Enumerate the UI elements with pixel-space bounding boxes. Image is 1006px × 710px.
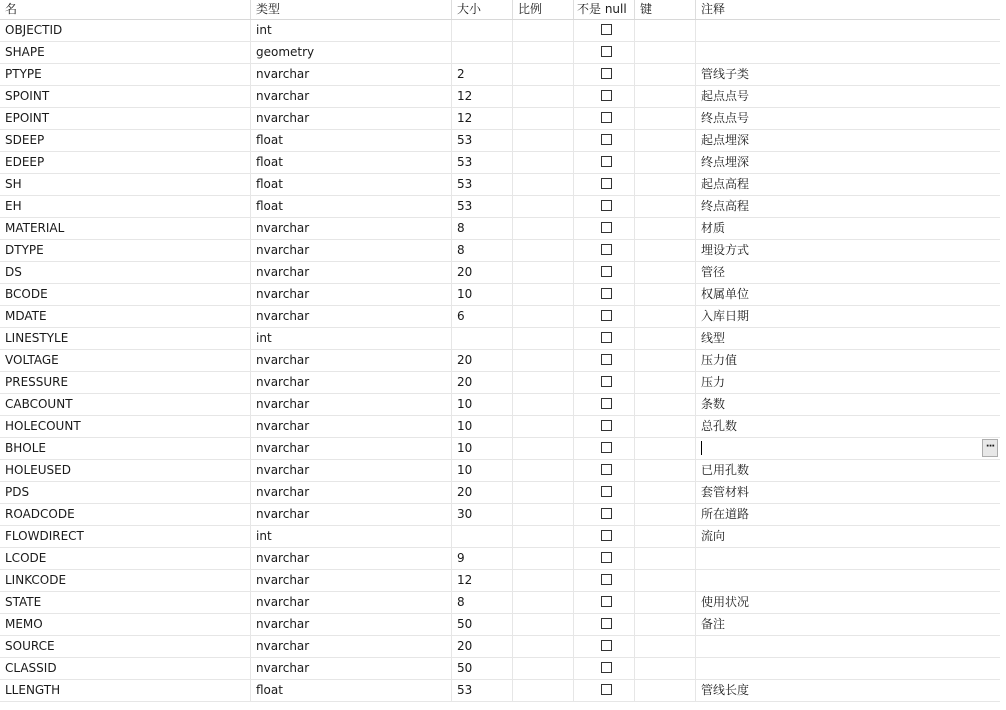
field-type-cell[interactable]: nvarchar: [251, 262, 452, 283]
field-name-cell[interactable]: PDS: [0, 482, 251, 503]
not-null-cell: [574, 438, 635, 459]
field-name-cell[interactable]: SHAPE: [0, 42, 251, 63]
not-null-cell: [574, 482, 635, 503]
not-null-cell: [574, 680, 635, 701]
comment-cell[interactable]: [696, 548, 1000, 569]
comment-cell[interactable]: 起点埋深: [701, 133, 750, 147]
field-size-cell[interactable]: 8: [452, 218, 513, 239]
not-null-checkbox[interactable]: [601, 134, 612, 145]
table-row[interactable]: [0, 416, 1000, 438]
field-size-cell[interactable]: 53: [452, 174, 513, 195]
field-scale-cell[interactable]: [513, 20, 574, 41]
field-size-cell[interactable]: 8: [452, 592, 513, 613]
field-scale-cell[interactable]: [513, 262, 574, 283]
table-row[interactable]: [0, 42, 1000, 64]
comment-cell[interactable]: [696, 20, 1000, 41]
field-size-cell[interactable]: 20: [452, 262, 513, 283]
field-scale-cell[interactable]: [513, 284, 574, 305]
not-null-cell: [574, 86, 635, 107]
not-null-cell: [574, 218, 635, 239]
not-null-checkbox[interactable]: [601, 354, 612, 365]
field-type-cell[interactable]: nvarchar: [251, 438, 452, 459]
field-size-cell[interactable]: 6: [452, 306, 513, 327]
field-size-cell[interactable]: 50: [452, 658, 513, 679]
key-cell[interactable]: [635, 20, 696, 41]
not-null-cell: [574, 394, 635, 415]
key-cell[interactable]: [635, 592, 696, 613]
table-row[interactable]: [0, 438, 1000, 460]
field-size-cell[interactable]: 8: [452, 240, 513, 261]
field-scale-cell[interactable]: [513, 306, 574, 327]
field-scale-cell[interactable]: [513, 394, 574, 415]
field-name-cell[interactable]: HOLECOUNT: [0, 416, 251, 437]
grid-header-row: [0, 0, 1000, 20]
table-row[interactable]: [0, 218, 1000, 240]
not-null-checkbox[interactable]: [601, 508, 612, 519]
field-size-cell[interactable]: 20: [452, 372, 513, 393]
comment-cell[interactable]: 备注: [701, 617, 726, 631]
column-header-not-null[interactable]: 不是 null: [574, 0, 635, 19]
column-header-size[interactable]: 大小: [452, 0, 513, 19]
field-size-cell[interactable]: [452, 20, 513, 41]
text-cursor: [701, 441, 702, 455]
field-scale-cell[interactable]: [513, 416, 574, 437]
comment-cell[interactable]: 所在道路: [701, 507, 750, 521]
table-row[interactable]: [0, 240, 1000, 262]
not-null-checkbox[interactable]: [601, 574, 612, 585]
table-row[interactable]: [0, 350, 1000, 372]
field-type-cell[interactable]: float: [251, 680, 452, 701]
not-null-cell: [574, 636, 635, 657]
field-scale-cell[interactable]: [513, 86, 574, 107]
key-cell[interactable]: [635, 86, 696, 107]
field-type-cell[interactable]: float: [251, 174, 452, 195]
field-type-cell[interactable]: int: [251, 20, 452, 41]
not-null-cell: [574, 240, 635, 261]
field-type-cell[interactable]: nvarchar: [251, 64, 452, 85]
not-null-cell: [574, 20, 635, 41]
field-size-cell[interactable]: 53: [452, 130, 513, 151]
field-type-cell[interactable]: nvarchar: [251, 240, 452, 261]
field-scale-cell[interactable]: [513, 130, 574, 151]
field-scale-cell[interactable]: [513, 460, 574, 481]
field-size-cell[interactable]: 53: [452, 680, 513, 701]
key-cell[interactable]: [635, 240, 696, 261]
not-null-cell: [574, 526, 635, 547]
table-row[interactable]: [0, 372, 1000, 394]
field-name-cell[interactable]: DS: [0, 262, 251, 283]
field-type-cell[interactable]: nvarchar: [251, 548, 452, 569]
not-null-checkbox[interactable]: [601, 178, 612, 189]
field-type-cell[interactable]: nvarchar: [251, 416, 452, 437]
field-size-cell[interactable]: 10: [452, 284, 513, 305]
field-size-cell[interactable]: 9: [452, 548, 513, 569]
field-size-cell[interactable]: 12: [452, 108, 513, 129]
ellipsis-button[interactable]: ···: [982, 439, 998, 457]
not-null-checkbox[interactable]: [601, 68, 612, 79]
field-type-cell[interactable]: nvarchar: [251, 218, 452, 239]
not-null-cell: [574, 658, 635, 679]
field-name-cell[interactable]: VOLTAGE: [0, 350, 251, 371]
not-null-cell: [574, 614, 635, 635]
field-scale-cell[interactable]: [513, 504, 574, 525]
key-cell[interactable]: [635, 284, 696, 305]
not-null-checkbox[interactable]: [601, 112, 612, 123]
field-size-cell[interactable]: 10: [452, 394, 513, 415]
field-scale-cell[interactable]: [513, 570, 574, 591]
field-scale-cell[interactable]: [513, 636, 574, 657]
not-null-checkbox[interactable]: [601, 420, 612, 431]
key-cell[interactable]: [635, 350, 696, 371]
field-name-cell[interactable]: MEMO: [0, 614, 251, 635]
field-name-cell[interactable]: EPOINT: [0, 108, 251, 129]
field-scale-cell[interactable]: [513, 218, 574, 239]
not-null-checkbox[interactable]: [601, 662, 612, 673]
field-name-cell[interactable]: STATE: [0, 592, 251, 613]
not-null-cell: [574, 350, 635, 371]
field-name-cell[interactable]: CABCOUNT: [0, 394, 251, 415]
key-cell[interactable]: [635, 372, 696, 393]
field-size-cell[interactable]: 53: [452, 196, 513, 217]
field-type-cell[interactable]: float: [251, 152, 452, 173]
column-header-scale[interactable]: 比例: [513, 0, 574, 19]
not-null-checkbox[interactable]: [601, 464, 612, 475]
key-cell[interactable]: [635, 658, 696, 679]
table-row[interactable]: [0, 328, 1000, 350]
not-null-checkbox[interactable]: [601, 618, 612, 629]
table-row[interactable]: [0, 20, 1000, 42]
table-row[interactable]: [0, 108, 1000, 130]
key-cell[interactable]: [635, 152, 696, 173]
key-cell[interactable]: [635, 504, 696, 525]
field-scale-cell[interactable]: [513, 42, 574, 63]
key-cell[interactable]: [635, 680, 696, 701]
not-null-checkbox[interactable]: [601, 684, 612, 695]
comment-edit-field[interactable]: [696, 438, 1000, 459]
comment-cell[interactable]: 管径: [701, 265, 726, 279]
key-cell[interactable]: [635, 460, 696, 481]
field-name-cell[interactable]: BCODE: [0, 284, 251, 305]
field-name-cell[interactable]: SPOINT: [0, 86, 251, 107]
table-row[interactable]: [0, 86, 1000, 108]
not-null-checkbox[interactable]: [601, 46, 612, 57]
field-name-cell[interactable]: FLOWDIRECT: [0, 526, 251, 547]
field-type-cell[interactable]: nvarchar: [251, 460, 452, 481]
field-type-cell[interactable]: nvarchar: [251, 614, 452, 635]
table-row[interactable]: [0, 196, 1000, 218]
not-null-checkbox[interactable]: [601, 200, 612, 211]
table-row[interactable]: [0, 262, 1000, 284]
not-null-cell: [574, 284, 635, 305]
comment-cell[interactable]: 使用状况: [701, 595, 750, 609]
field-name-cell[interactable]: SDEEP: [0, 130, 251, 151]
table-row[interactable]: [0, 548, 1000, 570]
not-null-checkbox[interactable]: [601, 222, 612, 233]
not-null-cell: [574, 460, 635, 481]
field-scale-cell[interactable]: [513, 108, 574, 129]
table-row[interactable]: [0, 658, 1000, 680]
field-type-cell[interactable]: nvarchar: [251, 394, 452, 415]
comment-cell[interactable]: 总孔数: [701, 419, 738, 433]
key-cell[interactable]: [635, 64, 696, 85]
not-null-cell: [574, 548, 635, 569]
field-name-cell[interactable]: EDEEP: [0, 152, 251, 173]
table-row[interactable]: [0, 394, 1000, 416]
field-type-cell[interactable]: nvarchar: [251, 284, 452, 305]
field-name-cell[interactable]: MATERIAL: [0, 218, 251, 239]
table-row[interactable]: [0, 152, 1000, 174]
comment-cell[interactable]: 套管材料: [701, 485, 750, 499]
key-cell[interactable]: [635, 328, 696, 349]
comment-cell[interactable]: 材质: [701, 221, 726, 235]
key-cell[interactable]: [635, 306, 696, 327]
not-null-cell: [574, 174, 635, 195]
not-null-cell: [574, 328, 635, 349]
not-null-checkbox[interactable]: [601, 310, 612, 321]
field-type-cell[interactable]: nvarchar: [251, 108, 452, 129]
table-row[interactable]: [0, 64, 1000, 86]
field-scale-cell[interactable]: [513, 526, 574, 547]
key-cell[interactable]: [635, 438, 696, 459]
column-header-type[interactable]: 类型: [251, 0, 452, 19]
field-scale-cell[interactable]: [513, 152, 574, 173]
not-null-cell: [574, 504, 635, 525]
field-scale-cell[interactable]: [513, 658, 574, 679]
comment-cell[interactable]: 压力: [701, 375, 726, 389]
field-name-cell[interactable]: LLENGTH: [0, 680, 251, 701]
table-row[interactable]: [0, 174, 1000, 196]
field-scale-cell[interactable]: [513, 196, 574, 217]
not-null-checkbox[interactable]: [601, 90, 612, 101]
field-type-cell[interactable]: nvarchar: [251, 306, 452, 327]
field-size-cell[interactable]: 53: [452, 152, 513, 173]
field-size-cell[interactable]: 10: [452, 416, 513, 437]
field-scale-cell[interactable]: [513, 328, 574, 349]
comment-cell[interactable]: 终点埋深: [701, 155, 750, 169]
key-cell[interactable]: [635, 174, 696, 195]
not-null-cell: [574, 64, 635, 85]
field-type-cell[interactable]: nvarchar: [251, 350, 452, 371]
table-row[interactable]: [0, 614, 1000, 636]
grid-body: [0, 20, 1000, 702]
comment-cell[interactable]: 起点高程: [701, 177, 750, 191]
field-size-cell[interactable]: [452, 526, 513, 547]
field-scale-cell[interactable]: [513, 548, 574, 569]
field-type-cell[interactable]: nvarchar: [251, 482, 452, 503]
field-scale-cell[interactable]: [513, 350, 574, 371]
field-name-cell[interactable]: SH: [0, 174, 251, 195]
key-cell[interactable]: [635, 108, 696, 129]
comment-cell[interactable]: [696, 570, 1000, 591]
not-null-cell: [574, 262, 635, 283]
field-name-cell[interactable]: HOLEUSED: [0, 460, 251, 481]
key-cell[interactable]: [635, 42, 696, 63]
field-type-cell[interactable]: float: [251, 196, 452, 217]
not-null-cell: [574, 592, 635, 613]
field-name-cell[interactable]: BHOLE: [0, 438, 251, 459]
column-header-key[interactable]: 键: [635, 0, 696, 19]
not-null-checkbox[interactable]: [601, 156, 612, 167]
key-cell[interactable]: [635, 570, 696, 591]
field-scale-cell[interactable]: [513, 240, 574, 261]
not-null-cell: [574, 306, 635, 327]
column-header-name[interactable]: 名: [0, 0, 251, 19]
not-null-checkbox[interactable]: [601, 266, 612, 277]
column-header-comment[interactable]: 注释: [701, 2, 726, 16]
field-size-cell[interactable]: 10: [452, 438, 513, 459]
table-row[interactable]: [0, 680, 1000, 702]
field-size-cell[interactable]: 2: [452, 64, 513, 85]
table-row[interactable]: [0, 284, 1000, 306]
not-null-cell: [574, 108, 635, 129]
not-null-cell: [574, 372, 635, 393]
key-cell[interactable]: [635, 482, 696, 503]
field-name-cell[interactable]: EH: [0, 196, 251, 217]
comment-cell[interactable]: 终点点号: [701, 111, 750, 125]
field-scale-cell[interactable]: [513, 64, 574, 85]
not-null-checkbox[interactable]: [601, 24, 612, 35]
key-cell[interactable]: [635, 416, 696, 437]
field-type-cell[interactable]: nvarchar: [251, 636, 452, 657]
table-row[interactable]: [0, 504, 1000, 526]
field-name-cell[interactable]: DTYPE: [0, 240, 251, 261]
key-cell[interactable]: [635, 130, 696, 151]
key-cell[interactable]: [635, 262, 696, 283]
field-scale-cell[interactable]: [513, 680, 574, 701]
comment-cell[interactable]: 权属单位: [701, 287, 750, 301]
table-row[interactable]: [0, 306, 1000, 328]
not-null-checkbox[interactable]: [601, 244, 612, 255]
comment-cell[interactable]: [696, 658, 1000, 679]
not-null-checkbox[interactable]: [601, 596, 612, 607]
not-null-checkbox[interactable]: [601, 332, 612, 343]
comment-cell[interactable]: [696, 636, 1000, 657]
comment-cell[interactable]: 埋设方式: [701, 243, 750, 257]
field-size-cell[interactable]: [452, 328, 513, 349]
field-name-cell[interactable]: LCODE: [0, 548, 251, 569]
field-size-cell[interactable]: 12: [452, 570, 513, 591]
field-type-cell[interactable]: nvarchar: [251, 592, 452, 613]
field-name-cell[interactable]: ROADCODE: [0, 504, 251, 525]
key-cell[interactable]: [635, 548, 696, 569]
field-name-cell[interactable]: CLASSID: [0, 658, 251, 679]
not-null-checkbox[interactable]: [601, 288, 612, 299]
field-size-cell[interactable]: 20: [452, 350, 513, 371]
not-null-checkbox[interactable]: [601, 442, 612, 453]
field-scale-cell[interactable]: [513, 174, 574, 195]
table-row[interactable]: [0, 636, 1000, 658]
comment-cell[interactable]: 入库日期: [701, 309, 750, 323]
field-type-cell[interactable]: nvarchar: [251, 86, 452, 107]
field-type-cell[interactable]: nvarchar: [251, 570, 452, 591]
field-scale-cell[interactable]: [513, 614, 574, 635]
not-null-cell: [574, 152, 635, 173]
table-row[interactable]: [0, 460, 1000, 482]
key-cell[interactable]: [635, 218, 696, 239]
not-null-checkbox[interactable]: [601, 398, 612, 409]
field-scale-cell[interactable]: [513, 438, 574, 459]
key-cell[interactable]: [635, 636, 696, 657]
field-size-cell[interactable]: 50: [452, 614, 513, 635]
comment-cell[interactable]: 起点点号: [701, 89, 750, 103]
not-null-cell: [574, 570, 635, 591]
not-null-checkbox[interactable]: [601, 640, 612, 651]
field-size-cell[interactable]: 30: [452, 504, 513, 525]
field-name-cell[interactable]: MDATE: [0, 306, 251, 327]
field-size-cell[interactable]: 20: [452, 636, 513, 657]
key-cell[interactable]: [635, 394, 696, 415]
comment-cell[interactable]: 管线子类: [701, 67, 750, 81]
not-null-checkbox[interactable]: [601, 486, 612, 497]
field-type-cell[interactable]: int: [251, 328, 452, 349]
comment-cell[interactable]: 压力值: [701, 353, 738, 367]
field-scale-cell[interactable]: [513, 592, 574, 613]
field-name-cell[interactable]: OBJECTID: [0, 20, 251, 41]
field-size-cell[interactable]: 20: [452, 482, 513, 503]
field-type-cell[interactable]: nvarchar: [251, 504, 452, 525]
field-size-cell[interactable]: 12: [452, 86, 513, 107]
not-null-checkbox[interactable]: [601, 376, 612, 387]
field-size-cell[interactable]: 10: [452, 460, 513, 481]
not-null-cell: [574, 42, 635, 63]
comment-cell[interactable]: 管线长度: [701, 683, 750, 697]
field-scale-cell[interactable]: [513, 482, 574, 503]
comment-cell[interactable]: 已用孔数: [701, 463, 750, 477]
not-null-cell: [574, 196, 635, 217]
field-scale-cell[interactable]: [513, 372, 574, 393]
table-row[interactable]: [0, 526, 1000, 548]
table-row[interactable]: [0, 570, 1000, 592]
not-null-checkbox[interactable]: [601, 530, 612, 541]
field-name-cell[interactable]: PRESSURE: [0, 372, 251, 393]
not-null-checkbox[interactable]: [601, 552, 612, 563]
comment-cell[interactable]: 流向: [701, 529, 726, 543]
field-name-cell[interactable]: LINESTYLE: [0, 328, 251, 349]
table-row[interactable]: [0, 482, 1000, 504]
field-name-cell[interactable]: PTYPE: [0, 64, 251, 85]
table-row[interactable]: [0, 130, 1000, 152]
not-null-cell: [574, 416, 635, 437]
comment-cell[interactable]: 线型: [701, 331, 726, 345]
comment-cell[interactable]: 终点高程: [701, 199, 750, 213]
field-name-cell[interactable]: LINKCODE: [0, 570, 251, 591]
not-null-cell: [574, 130, 635, 151]
comment-cell[interactable]: 条数: [701, 397, 726, 411]
key-cell[interactable]: [635, 526, 696, 547]
key-cell[interactable]: [635, 614, 696, 635]
table-row[interactable]: [0, 592, 1000, 614]
field-type-cell[interactable]: nvarchar: [251, 658, 452, 679]
field-size-cell[interactable]: [452, 42, 513, 63]
comment-cell[interactable]: [696, 42, 1000, 63]
field-type-cell[interactable]: float: [251, 130, 452, 151]
field-type-cell[interactable]: int: [251, 526, 452, 547]
field-name-cell[interactable]: SOURCE: [0, 636, 251, 657]
key-cell[interactable]: [635, 196, 696, 217]
field-type-cell[interactable]: geometry: [251, 42, 452, 63]
field-type-cell[interactable]: nvarchar: [251, 372, 452, 393]
